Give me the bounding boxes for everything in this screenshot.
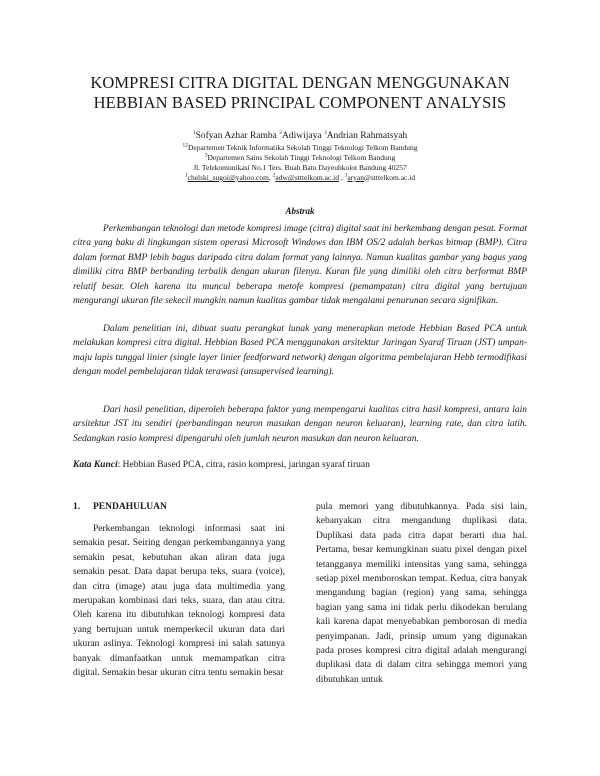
- affiliation-text: Departemen Sains Sekolah Tinggi Teknologi Telkom Bandung: [207, 153, 396, 162]
- address-text: Jl. Telekomunikasi No.1 Ters. Buah Batu Dayeuhkolot Bandung 40257: [193, 163, 407, 172]
- abstract-heading: Abstrak: [285, 206, 315, 216]
- title-line: HEBBIAN BASED PRINCIPAL COMPONENT ANALYSIS: [93, 93, 507, 112]
- affiliation-sup: 3: [204, 152, 208, 159]
- email-link[interactable]: adw@stttelkom.ac.id: [275, 173, 339, 182]
- email-separator: ,: [338, 173, 345, 182]
- author-name: Adiwijaya: [281, 131, 324, 141]
- body-column-left: Perkembangan teknologi informasi saat ini semakin pesat. Seiring dengan perkembangannya yang semakin pesat, kebutuhan akan aliran data juga semakin pesat. Data dapat berupa teks, suara (voice), dan citra (image) atau juga data multimedia yang merupakan kombinasi dari teks, suara, dan atau citra. Oleh karena itu dibutuhkan teknologi kompresi data yang bertujuan untuk memperkecil ukuran data dari ukuran aslinya. Teknologi kompresi ini salah satunya banyak dimanfaatkan untuk memampatkan citra digital. Semakin besar ukuran citra tentu semakin besar: [73, 524, 285, 679]
- email-link[interactable]: chelski_sugoi@yahoo.com: [187, 173, 269, 182]
- section-number: 1.: [73, 502, 81, 512]
- author-list: [40, 131, 560, 142]
- email-link[interactable]: aryan: [347, 173, 365, 182]
- email-sup: 1: [184, 172, 188, 179]
- affiliation-line: [40, 153, 560, 163]
- author-name: Sofyan Azhar Ramba: [195, 131, 280, 141]
- abstract-paragraph: Dalam penelitian ini, dibuat suatu perangkat lunak yang menerapkan metode Hebbian Based PCA untuk melakukan kompresi citra digital. Hebbian Based PCA menggunakan arsitektur Jaringan Syaraf Tiruan (JST) umpan-maju lapis tunggal linier (single layer linier feedforward network) dengan algoritma pembelajaran Hebb termodifikasi dengan model pembelajaran tidak terawasi (unsupervised learning).: [73, 324, 527, 378]
- affiliation-sup: 12: [182, 142, 189, 149]
- email-sup: 3: [344, 172, 348, 179]
- keywords-text: : Hebbian Based PCA, citra, rasio kompresi, jaringan syaraf tiruan: [117, 460, 370, 470]
- email-separator: ,: [268, 173, 273, 182]
- author-sup: 3: [323, 129, 327, 136]
- paper-title: [40, 73, 560, 113]
- keywords-label: Kata Kunci: [73, 460, 118, 470]
- abstract-paragraph: Dari hasil penelitian, diperoleh beberapa faktor yang mempengarui kualitas citra hasil kompresi, antara lain arsitektur JST itu sendiri (perbandingan neuron masukan dengan neuron keluaran), learning rate, dan citra latih. Sedangkan rasio kompresi dipengaruhi oleh jumlah neuron masukan dan neuron keluaran.: [73, 405, 527, 444]
- section-title: PENDAHULUAN: [93, 502, 167, 512]
- author-sup: 1: [192, 129, 196, 136]
- body-column-right: pula memori yang dibutuhkannya. Pada sisi lain, kebanyakan citra mengandung duplikasi data. Duplikasi data pada citra dapat berarti dua hal. Pertama, besar kemungkinan suatu pixel dengan pixel tetangganya memiliki intensitas yang sama, sehingga setiap pixel memboroskan tempat. Kedua, citra banyak mengandung bagian (region) yang sama, sehingga bagian yang sama ini tidak perlu dikodekan berulang kali karena dapat menyebabkan pemborosan di media penyimpanan. Jadi, prinsip umum yang digunakan pada proses kompresi citra digital adalah mengurangi duplikasi data di dalam citra sehingga memori yang dibutuhkan untuk: [316, 502, 527, 685]
- affiliation-text: Departemen Teknik Informatika Sekolah Tinggi Teknologi Telkom Bandung: [188, 143, 418, 152]
- email-line: [40, 173, 560, 183]
- affiliation-line: [40, 143, 560, 153]
- author-name: Andrian Rahmatsyah: [326, 131, 408, 141]
- abstract-paragraph: Perkembangan teknologi dan metode kompresi image (citra) digital saat ini berkembang dengan pesat. Format citra yang baku di lingkungan sistem operasi Microsoft Windows dan IBM OS/2 adalah berkas bitmap (BMP). Citra dalam format BMP lebih bagus daripada citra dalam format yang lainnya. Namun kualitas gambar yang bagus yang dimiliki citra BMP berbanding terbalik dengan ukuran filenya. Kuran file yang dimiliki oleh citra berformat BMP relatif besar. Oleh karena itu muncul beberapa metofe kompresi (pemampatan) citra digital yang bertujuan mengurangi ukuran file sekecil mungkin namun kualitas gambar tidak mengalami penurunan secara signifikan.: [73, 224, 527, 307]
- keywords: [73, 458, 527, 472]
- email-domain: @stttelkom.ac.id: [364, 173, 416, 182]
- author-sup: 2: [279, 129, 282, 136]
- section-heading: [73, 502, 167, 512]
- title-line: KOMPRESI CITRA DIGITAL DENGAN MENGGUNAKAN: [90, 73, 510, 92]
- address-line: [40, 163, 560, 173]
- email-sup: 2: [272, 172, 276, 179]
